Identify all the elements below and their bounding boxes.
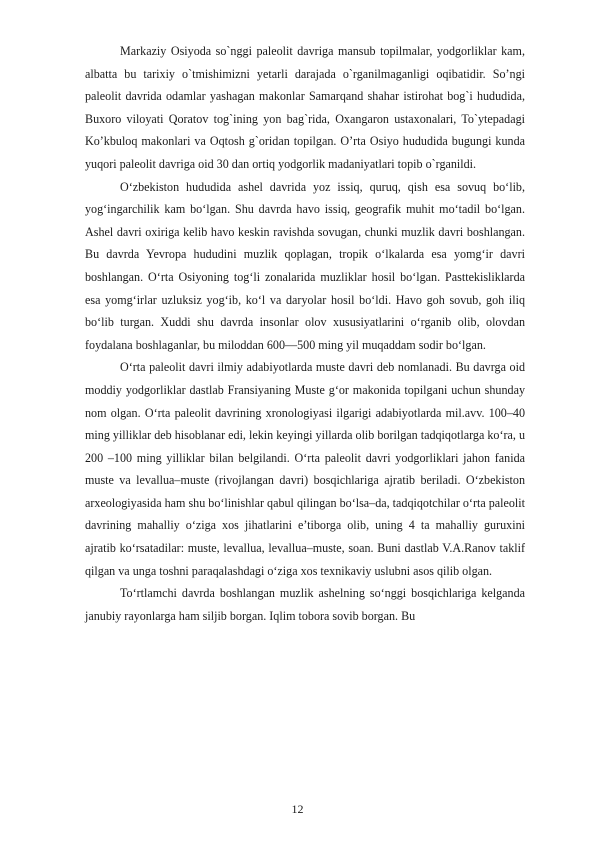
paragraph-3: O‘rta paleolit davri ilmiy adabiyotlarda muste davri deb nomlanadi. Bu davrga oid moddiy yodgorliklar dastlab Fransiyaning Muste g‘or makonida topilgani uchun shunday nom olgan. O‘rta paleolit davrining xronologiyasi ilgarigi adabiyotlarda mil.avv. 100–40 ming yilliklar deb hisoblanar edi, lekin keyingi yillarda olib borilgan tadqiqotlarga ko‘ra, u 200 –100 ming yilliklar bilan belgilandi. O‘rta paleolit davri yodgorliklari jahon fanida muste va levallua–muste (rivojlangan davri) bosqichlariga ajratib beriladi. O‘zbekiston arxeologiyasida ham shu bo‘linishlar qabul qilingan bo‘lsa–da, tadqiqotchilar o‘rta paleolit davrining mahalliy o‘ziga xos jihatlarini e’tiborga olib, uning 4 ta mahalliy guruxini ajratib ko‘rsatadilar: muste, levallua, levallua–muste, soan. Buni dastlab V.A.Ranov taklif qilgan va unga toshni paraqalashdagi o‘ziga xos texnikaviy uslubni asos qilib olgan. [85, 360, 525, 578]
paragraph-2: O‘zbekiston hududida ashel davrida yoz issiq, quruq, qish esa sovuq bo‘lib, yog‘ingarchilik kam bo‘lgan. Shu davrda havo issiq, geografik muhit mo‘tadil bo‘lgan. Ashel davri oxiriga kelib havo keskin ravishda sovugan, chunki muzlik davri boshlangan. Bu davrda Yevropa hududini muzlik qoplagan, tropik o‘lkalarda esa yomg‘ir davri boshlangan. O‘rta Osiyoning tog‘li zonalarida muzliklar hosil bo‘lgan. Pasttekisliklarda esa yomg‘irlar uzluksiz yog‘ib, ko‘l va daryolar hosil bo‘ldi. Havo goh sovub, goh iliq bo‘lib turgan. Xuddi shu davrda insonlar olov xususiyatlarini o‘rganib olib, olovdan foydalana boshlaganlar, bu miloddan 600—500 ming yil muqaddam sodir bo‘lgan. [85, 179, 525, 352]
paragraph-1: Markaziy Osiyoda so`nggi paleolit davriga mansub topilmalar, yodgorliklar kam, albatta bu tarixiy o`tmishimizni yetarli darajada o`rganilmaganligi oqibatidir. So’ngi paleolit davrida odamlar yashagan makonlar Samarqand shahar istirohat bog`i hududida, Buxoro viloyati Qoratov tog`ining yon bag`rida, Oxangaron ustaxonalari, To`ytepadagi Ko’kbuloq makonlari va Oqtosh g`oridan topilgan. O’rta Osiyo hududida bugungi kunda yuqori paleolit davriga oid 30 dan ortiq yodgorlik madaniyatlari topib o`rganildi. [85, 44, 525, 171]
paragraph-4: To‘rtlamchi davrda boshlangan muzlik ashelning so‘nggi bosqichlariga kelganda janubiy rayonlarga ham siljib borgan. Iqlim tobora sovib borgan. Bu [85, 586, 525, 623]
page-number: 12 [291, 802, 304, 816]
body-text [85, 40, 525, 627]
